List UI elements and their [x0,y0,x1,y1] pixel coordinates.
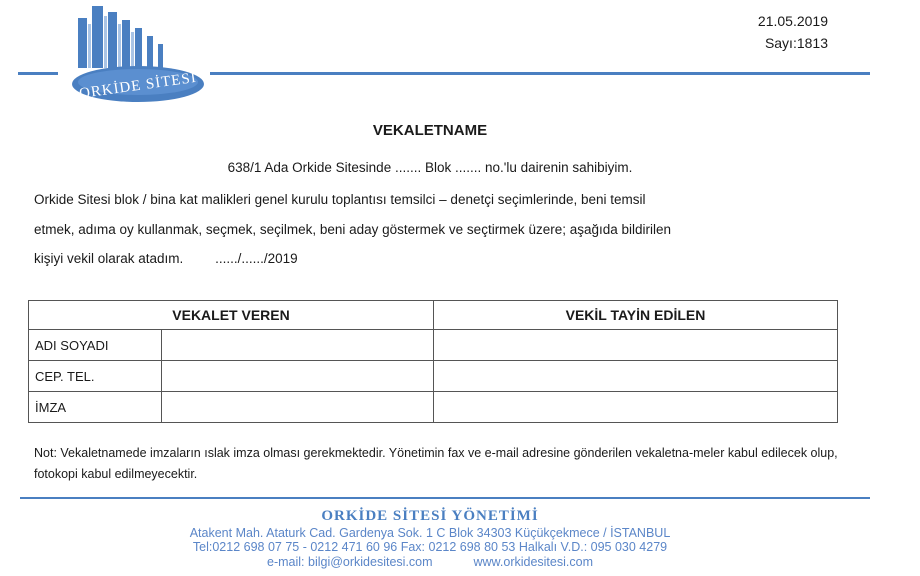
orkide-logo [38,2,208,102]
proxy-header: VEKİL TAYİN EDİLEN [434,301,838,330]
footer-address: Atakent Mah. Ataturk Cad. Gardenya Sok. 1 C Blok 34303 Küçükçekmece / İSTANBUL [189,526,671,540]
proxy-name-cell[interactable] [434,330,838,361]
footer-contact [0,555,860,569]
proxy-table [28,300,838,423]
header-rule [210,72,870,75]
document-ref-number: Sayı:1813 [764,35,828,51]
table-row [29,361,838,392]
footer-email[interactable]: e-mail: bilgi@orkidesitesi.com [267,555,433,569]
statement-line-3: etmek, adıma oy kullanmak, seçmek, seçilmek, beni aday göstermek ve seçtirmek üzere; aşağıda bildirilen [34,222,672,237]
date-blank: ....../....../2019 [215,251,298,266]
proxy-phone-cell[interactable] [434,361,838,392]
document-date: 21.05.2019 [757,13,828,29]
table-row [29,392,838,423]
footer-phones: Tel:0212 698 07 75 - 0212 471 60 96 Fax: 0212 698 80 53 Halkalı V.D.: 095 030 4279 [192,540,668,554]
logo-text: ORKİDE SİTESİ [78,69,198,102]
footer-website[interactable]: www.orkidesitesi.com [473,555,593,569]
statement-line-4-text: kişiyi vekil olarak atadım. [34,251,184,266]
footer-rule [20,497,870,499]
footer-org-name: ORKİDE SİTESİ YÖNETİMİ [321,508,539,524]
document-title: VEKALETNAME [372,122,488,139]
note-text: Not: Vekaletnamede imzaların ıslak imza olması gerekmektedir. Yönetimin fax ve e-mail adresine gönderilen vekaletna-meler kabul edilecek olup, fotokopi kabul edilmeyecektir. [34,446,838,481]
grantor-header: VEKALET VEREN [29,301,434,330]
row-label-signature: İMZA [29,392,162,423]
row-label-phone: CEP. TEL. [29,361,162,392]
grantor-signature-cell[interactable] [162,392,434,423]
statement-line-1: 638/1 Ada Orkide Sitesinde ....... Blok ....... no.'lu dairenin sahibiyim. [227,160,633,175]
grantor-name-cell[interactable] [162,330,434,361]
proxy-signature-cell[interactable] [434,392,838,423]
grantor-phone-cell[interactable] [162,361,434,392]
table-row [29,330,838,361]
statement-line-4 [34,251,298,266]
row-label-name: ADI SOYADI [29,330,162,361]
table-header-row [29,301,838,330]
statement-line-2: Orkide Sitesi blok / bina kat malikleri genel kurulu toplantısı temsilci – denetçi seçimlerinde, beni temsil [34,192,646,207]
